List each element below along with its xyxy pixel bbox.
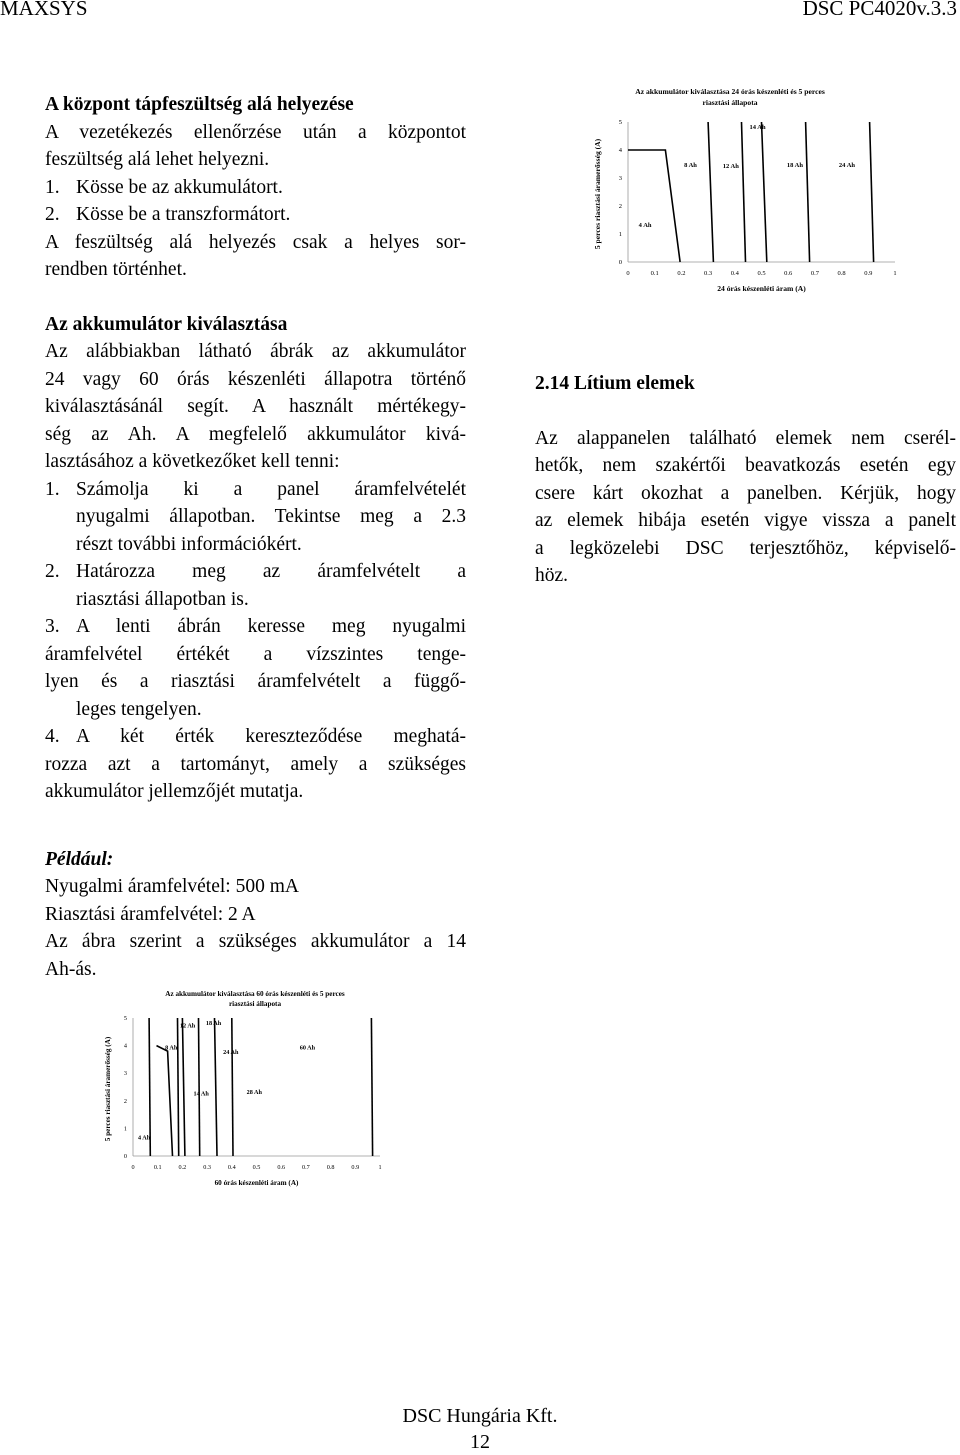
- series-label: 8 Ah: [684, 161, 697, 169]
- list-number: 3.: [45, 616, 60, 637]
- chart-title-line2: riasztási állapota: [228, 1000, 282, 1008]
- x-tick-label: 1: [378, 1164, 382, 1171]
- series-line: [232, 1018, 233, 1156]
- list-text: Határozza meg az áramfelvételt a: [76, 561, 466, 582]
- paragraph-line: Az alappanelen található elemek nem cserél-: [535, 427, 956, 449]
- header-right: DSC PC4020v.3.3: [802, 0, 957, 20]
- series-label: 12 Ah: [722, 163, 739, 171]
- series-label: 14 Ah: [749, 124, 766, 131]
- list-item: [45, 613, 466, 641]
- battery-chart-60h: [95, 985, 400, 1195]
- y-tick-label: 0: [123, 1153, 127, 1160]
- paragraph-line: Az alábbiakban látható ábrák az akkumulátor: [45, 341, 466, 362]
- paragraph-line: a legközelebi DSC terjesztőhöz, képviselő-: [535, 537, 956, 559]
- list-number: 2.: [45, 204, 60, 225]
- paragraph-line: lyen és a riasztási áramfelvételt a függő-: [45, 671, 466, 692]
- x-tick-label: 0.2: [178, 1164, 187, 1171]
- paragraph-line: rozza azt a tartományt, amely a szükséges: [45, 753, 466, 775]
- series-label: 24 Ah: [223, 1048, 239, 1056]
- x-tick-label: 0.3: [203, 1164, 211, 1171]
- y-tick-label: 3: [618, 175, 622, 182]
- y-tick-label: 2: [618, 203, 622, 210]
- series-label: 18 Ah: [786, 161, 803, 169]
- paragraph-line: A vezetékezés ellenőrzése után a központot: [45, 121, 466, 143]
- series-line: [178, 1018, 179, 1156]
- footer-company: DSC Hungária Kft.: [402, 1405, 558, 1427]
- paragraph-line: hetők, nem szakértői beavatkozás esetén egy: [535, 455, 956, 476]
- x-tick-label: 0.3: [704, 270, 713, 277]
- x-tick-label: 0.9: [351, 1164, 360, 1171]
- paragraph-line: csere kárt okozhat a panelben. Kérjük, hogy: [535, 482, 956, 504]
- list-item: [45, 558, 466, 586]
- paragraph-line: nyugalmi állapotban. Tekintse meg a 2.3: [76, 506, 466, 527]
- series-line: [762, 122, 767, 262]
- series-line: [870, 122, 874, 262]
- series-label: 8 Ah: [165, 1044, 178, 1052]
- section-title-lithium: 2.14 Lítium elemek: [535, 373, 695, 394]
- x-tick-label: 0.1: [153, 1164, 162, 1171]
- x-tick-label: 0.7: [302, 1164, 310, 1171]
- list-number: 1.: [45, 176, 60, 198]
- list-item: [45, 476, 466, 504]
- series-line: [215, 1018, 218, 1156]
- list-item: [45, 201, 466, 229]
- example-line: Nyugalmi áramfelvétel: 500 mA: [45, 876, 299, 897]
- battery-chart-24h: [585, 82, 915, 307]
- x-axis-label: 24 órás készenléti áram (A): [717, 284, 806, 293]
- chart-title-line2: riasztási állapota: [702, 98, 758, 107]
- section-title-battery: Az akkumulátor kiválasztása: [45, 313, 288, 335]
- list-number: 4.: [45, 726, 60, 747]
- list-number: 1.: [45, 478, 60, 500]
- paragraph-line: ség az Ah. A megfelelő akkumulátor kivá-: [45, 423, 466, 445]
- x-tick-label: 0.6: [277, 1164, 286, 1171]
- y-tick-label: 0: [618, 259, 622, 266]
- example-line: Riasztási áramfelvétel: 2 A: [45, 903, 256, 925]
- series-line: [708, 122, 713, 262]
- example-title: Például:: [45, 848, 114, 870]
- x-tick-label: 0.8: [837, 270, 846, 277]
- x-tick-label: 0.6: [784, 270, 793, 277]
- x-tick-label: 0.4: [730, 270, 739, 277]
- x-tick-label: 0.7: [810, 270, 819, 277]
- x-tick-label: 0.5: [252, 1164, 261, 1171]
- list-text: A két érték kereszteződése meghatá-: [76, 726, 466, 747]
- list-number: 2.: [45, 561, 60, 582]
- series-label: 12 Ah: [179, 1022, 196, 1030]
- chart-title: Az akkumulátor kiválasztása 60 órás készenléti és 5 perces: [165, 990, 345, 998]
- paragraph-line: részt további információkért.: [76, 533, 302, 555]
- paragraph-line: kiválasztásánál segít. A használt mértékegy-: [45, 396, 466, 417]
- x-tick-label: 0.5: [757, 270, 766, 277]
- list-item: [45, 174, 466, 202]
- x-tick-label: 0: [131, 1164, 135, 1171]
- series-label: 4 Ah: [137, 1134, 151, 1142]
- y-tick-label: 4: [123, 1042, 127, 1050]
- y-tick-label: 5: [618, 119, 622, 126]
- x-tick-label: 0: [626, 270, 630, 277]
- page-number: 12: [470, 1431, 490, 1453]
- example-line: Az ábra szerint a szükséges akkumulátor a 14: [45, 931, 466, 952]
- y-tick-label: 4: [618, 147, 622, 154]
- x-tick-label: 0.4: [227, 1164, 236, 1171]
- example-line: Ah-ás.: [45, 958, 97, 980]
- x-tick-label: 1: [893, 270, 897, 277]
- paragraph-line: rendben történhet.: [45, 259, 187, 280]
- paragraph-line: höz.: [535, 565, 569, 586]
- y-tick-label: 1: [618, 231, 622, 238]
- right-column: [535, 370, 956, 590]
- x-tick-label: 0.2: [677, 270, 686, 277]
- x-axis-label: 60 órás készenléti áram (A): [214, 1179, 299, 1187]
- y-tick-label: 5: [123, 1015, 127, 1022]
- series-line: [371, 1018, 372, 1156]
- left-column: [45, 91, 466, 983]
- chart-24h-svg: [585, 82, 915, 307]
- x-tick-label: 0.1: [650, 270, 659, 277]
- series-label: 28 Ah: [246, 1088, 262, 1096]
- y-axis-label: 5 perces riasztási áramerősség (A): [104, 1036, 112, 1142]
- paragraph-line: riasztási állapotban is.: [76, 588, 249, 610]
- chart-60h-svg: [95, 985, 400, 1195]
- series-line: [806, 122, 810, 262]
- paragraph-line: 24 vagy 60 órás készenléti állapotra történő: [45, 368, 466, 390]
- series-line: [199, 1018, 200, 1156]
- chart-title: Az akkumulátor kiválasztása 24 órás készenléti és 5 perces: [635, 87, 825, 96]
- paragraph-line: áramfelvétel értékét a vízszintes tenge-: [45, 643, 466, 665]
- x-tick-label: 0.9: [864, 270, 873, 277]
- list-text: A lenti ábrán keresse meg nyugalmi: [76, 616, 466, 637]
- list-text: Kösse be az akkumulátort.: [76, 176, 283, 198]
- series-label: 24 Ah: [838, 161, 856, 169]
- series-line: [628, 150, 680, 262]
- series-label: 60 Ah: [299, 1044, 316, 1052]
- y-tick-label: 2: [123, 1097, 127, 1105]
- list-text: Számolja ki a panel áramfelvételét: [76, 478, 466, 500]
- paragraph-line: feszültség alá lehet helyezni.: [45, 149, 270, 170]
- list-text: Kösse be a transzformátort.: [76, 204, 291, 225]
- y-tick-label: 1: [123, 1125, 127, 1133]
- section-title-power-up: A központ tápfeszültség alá helyezése: [45, 94, 354, 115]
- series-line: [182, 1018, 185, 1156]
- series-line: [742, 122, 746, 262]
- paragraph-line: lasztásához a következőket kell tenni:: [45, 451, 340, 472]
- y-tick-label: 3: [123, 1070, 127, 1078]
- series-line: [157, 1046, 173, 1156]
- series-label: 4 Ah: [638, 222, 652, 229]
- paragraph-line: az elemek hibája esetén vigye vissza a panelt: [535, 510, 956, 531]
- series-label: 18 Ah: [205, 1019, 222, 1027]
- header-left: MAXSYS: [0, 0, 88, 20]
- x-tick-label: 0.8: [326, 1164, 335, 1171]
- list-item: [45, 723, 466, 751]
- paragraph-line: akkumulátor jellemzőjét mutatja.: [45, 781, 304, 802]
- series-label: 14 Ah: [193, 1090, 209, 1098]
- paragraph-line: A feszültség alá helyezés csak a helyes sor-: [45, 231, 466, 253]
- paragraph-line: leges tengelyen.: [76, 698, 202, 720]
- y-axis-label: 5 perces riasztási áramerősség (A): [593, 138, 602, 250]
